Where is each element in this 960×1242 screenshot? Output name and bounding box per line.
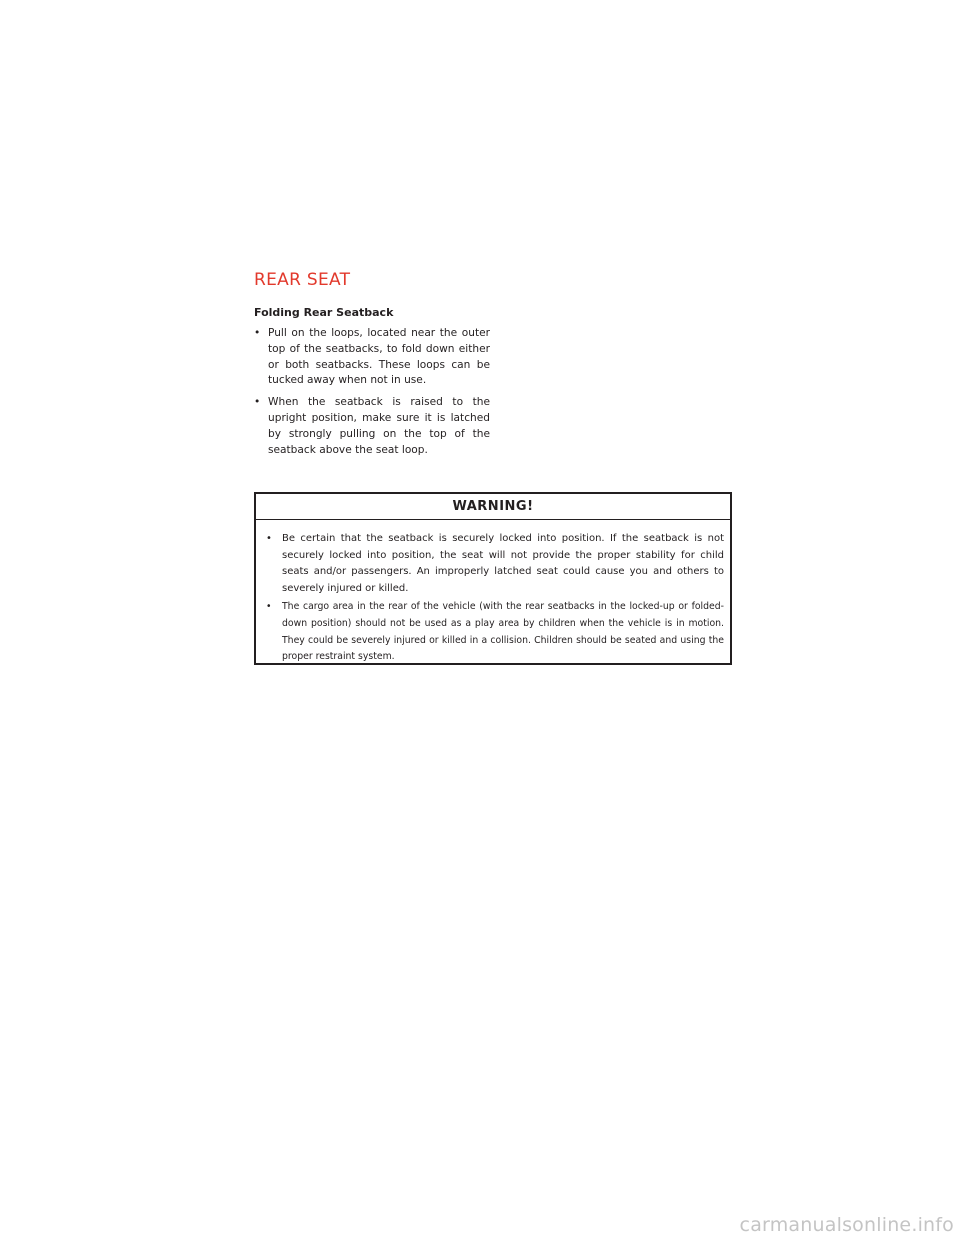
warning-item	[266, 599, 724, 665]
warning-title: WARNING!	[256, 494, 730, 520]
list-item-text: When the seatback is raised to the upright position, make sure it is latched by strongly pulling on the top of the seatback above the seat loop.	[268, 396, 490, 456]
list-item-text: Pull on the loops, located near the outer top of the seatbacks, to fold down either or both seatbacks. These loops can be tucked away when not in use.	[268, 327, 490, 387]
folding-instructions-list	[254, 326, 490, 464]
list-item	[254, 326, 490, 389]
bullet-marker: •	[254, 327, 261, 339]
section-title: REAR SEAT	[254, 270, 351, 290]
warning-item-text: Be certain that the seatback is securely locked into position. If the seatback is not securely locked into position, the seat will not provide the proper stability for child seats and/or passengers. An improperly latched seat could cause you and others to severely injured or killed.	[282, 533, 724, 594]
bullet-marker: •	[254, 396, 261, 409]
warning-box	[254, 492, 732, 665]
list-item	[254, 395, 490, 458]
folding-rear-seatback-heading: Folding Rear Seatback	[254, 306, 394, 319]
warning-item	[266, 531, 724, 597]
warning-list	[266, 531, 724, 668]
warning-item-text: The cargo area in the rear of the vehicle (with the rear seatbacks in the locked-up or folded-down position) should not be used as a play area by children when the vehicle is in motion. They could be severely injured or killed in a collision. Children should be seated and using the proper restraint system.	[282, 601, 724, 663]
footer-watermark: carmanualsonline.info	[739, 1214, 954, 1236]
bullet-marker: •	[266, 601, 272, 613]
bullet-marker: •	[266, 533, 272, 544]
